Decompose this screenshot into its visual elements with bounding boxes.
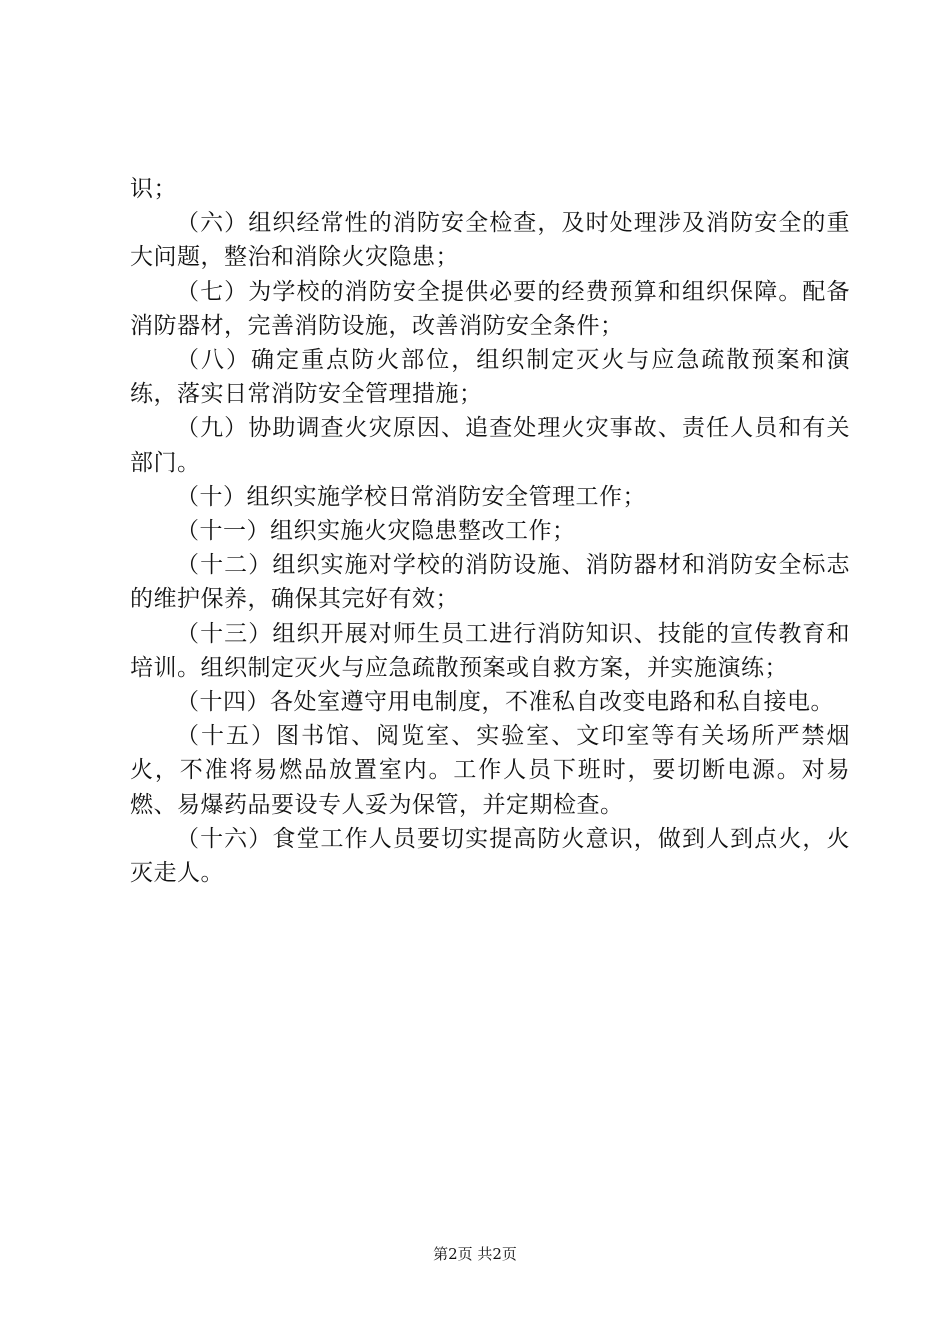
- paragraph-item-11: （十一）组织实施火灾隐患整改工作；: [176, 518, 576, 545]
- paragraph-item-12: （十二）组织实施对学校的消防设施、消防器材和消防安全标志的维护保养，确保其完好有效；: [130, 552, 850, 613]
- paragraph-item-14: （十四）各处室遵守用电制度，不准私自改变电路和私自接电。: [176, 689, 834, 716]
- paragraph-item-8: （八）确定重点防火部位，组织制定灭火与应急疏散预案和演练，落实日常消防安全管理措施；: [130, 347, 850, 408]
- page-number-footer: 第2页 共2页: [433, 1245, 517, 1263]
- document-body: [130, 172, 850, 890]
- paragraph-item-13: （十三）组织开展对师生员工进行消防知识、技能的宣传教育和培训。组织制定灭火与应急疏散预案或自救方案，并实施演练；: [130, 620, 850, 681]
- paragraph-item-16: （十六）食堂工作人员要切实提高防火意识，做到人到点火，火灭走人。: [130, 825, 850, 887]
- paragraph-item-15: （十五）图书馆、阅览室、实验室、文印室等有关场所严禁烟火，不准将易燃品放置室内。工作人员下班时，要切断电源。对易燃、易爆药品要设专人妥为保管，并定期检查。: [130, 723, 850, 818]
- paragraph-item-10: （十）组织实施学校日常消防安全管理工作；: [176, 483, 646, 510]
- paragraph-item-6: （六）组织经常性的消防安全检查，及时处理涉及消防安全的重大问题，整治和消除火灾隐患；: [130, 210, 850, 271]
- paragraph-item-7: （七）为学校的消防安全提供必要的经费预算和组织保障。配备消防器材，完善消防设施，改善消防安全条件；: [130, 278, 850, 339]
- paragraph-item-9: （九）协助调查火灾原因、追查处理火灾事故、责任人员和有关部门。: [130, 415, 850, 476]
- paragraph-continuation: 识；: [130, 176, 177, 202]
